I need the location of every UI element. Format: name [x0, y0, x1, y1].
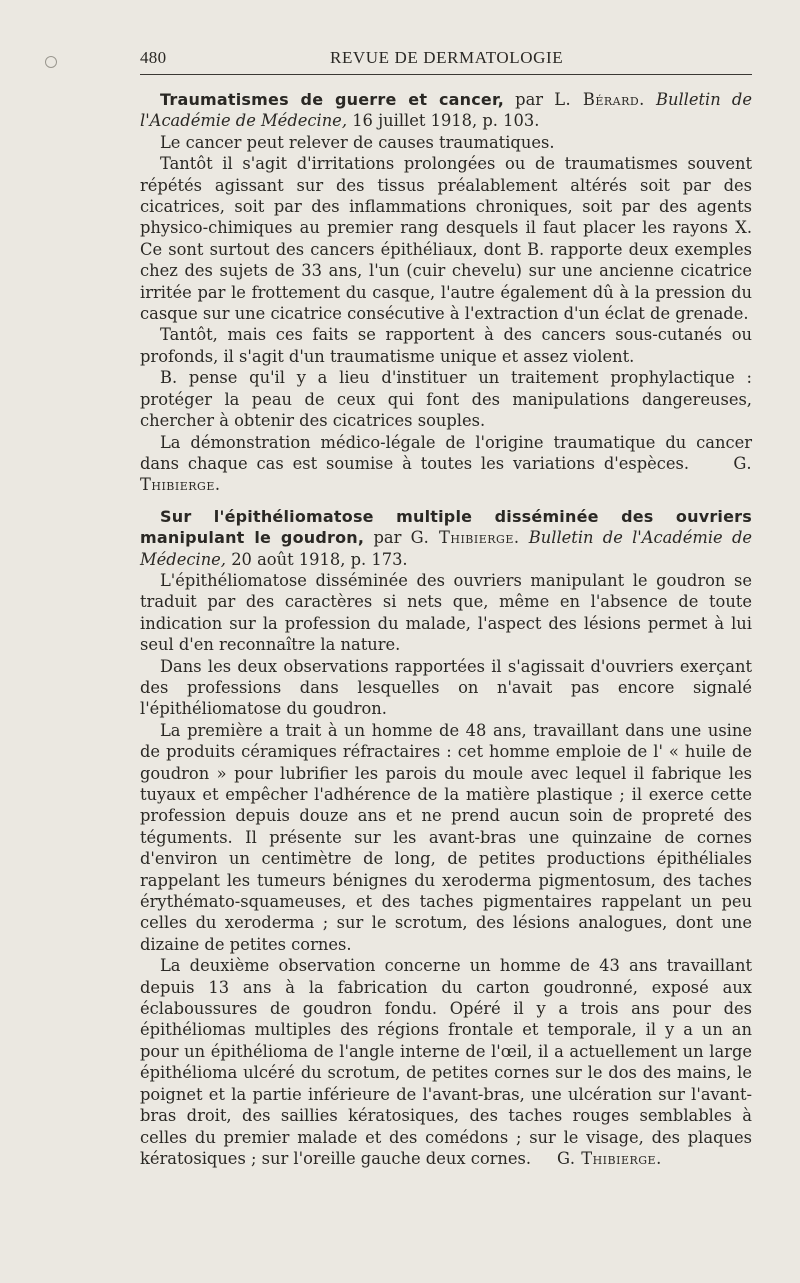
signature: G. Thibierge. — [556, 1148, 662, 1168]
paragraph: Tantôt il s'agit d'irritations prolongées ou de traumatismes souvent répétés agissant sur des tissus préalablement altérés soit par des cicatrices, soit par des inflammations chroniques, soit par des agents physico-chimiques au premier rang desquels il faut placer les rayons X. Ce sont surtout des cancers épithéliaux, dont B. rapporte deux exemples chez des sujets de 33 ans, l'un (cuir chevelu) sur une ancienne cicatrice irritée par le frottement du casque, l'autre également dû à la pression du casque sur une cicatrice consécutive à l'extraction d'un éclat de grenade. — [140, 154, 752, 324]
paragraph-with-signature — [140, 432, 752, 496]
article-title: Sur l'épithéliomatose multiple disséminée des ouvriers manipulant le goudron, — [140, 506, 752, 548]
paragraph-text: La démonstration médico-légale de l'origine traumatique du cancer dans chaque cas est soumise à toutes les variations d'espèces. — [140, 432, 752, 473]
article-by: par — [373, 528, 402, 548]
running-head — [140, 48, 752, 75]
page — [140, 48, 752, 1169]
article-journal: Bulletin de l'Académie de Médecine, — [140, 90, 752, 131]
journal-title: REVUE DE DERMATOLOGIE — [330, 48, 564, 67]
article-by: par — [515, 90, 544, 109]
paragraph-text: La deuxième observation concerne un homme de 43 ans travaillant depuis 13 ans à la fabrication du carton goudronné, exposé aux éclaboussures de goudron fondu. Opéré il y a trois ans pour des épithéliomas multiples des régions frontale et temporale, il y a un an pour un épithélioma de l'angle interne de l'œil, il a actuellement un large épithélioma ulcéré du scrotum, de petites cornes sur le dos des mains, le poignet et la partie inférieure de l'avant-bras, une ulcération sur l'avant-bras droit, des saillies kératosiques, des taches rouges semblables à celles du premier malade et des comédons ; sur le visage, des plaques kératosiques ; sur l'oreille gauche deux cornes. — [140, 956, 752, 1168]
page-number: 480 — [140, 48, 167, 67]
article-title: Traumatismes de guerre et cancer, — [160, 90, 504, 109]
article-citation: 20 août 1918, p. 173. — [231, 549, 408, 569]
article-epitheliomatose — [140, 506, 752, 1170]
article-author: G. Thibierge. — [410, 528, 520, 548]
article-citation: 16 juillet 1918, p. 103. — [352, 111, 540, 131]
article-journal: Bulletin de l'Académie de Médecine, — [140, 528, 753, 569]
article-heading — [140, 506, 752, 570]
signature: G. Thibierge. — [140, 453, 752, 495]
paragraph: Le cancer peut relever de causes traumatiques. — [160, 132, 555, 152]
article-heading — [140, 89, 752, 132]
paragraph-with-signature — [140, 955, 752, 1169]
paragraph: L'épithéliomatose disséminée des ouvriers manipulant le goudron se traduit par des caractères si nets que, même en l'absence de toute indication sur la profession du malade, l'aspect des lésions permet à lui seul d'en reconnaître la nature. — [140, 570, 752, 655]
article-author: L. Bérard. — [554, 90, 645, 109]
paragraph: Tantôt, mais ces faits se rapportent à des cancers sous-cutanés ou profonds, il s'agit d'un traumatisme unique et assez violent. — [140, 325, 752, 366]
paragraph: B. pense qu'il y a lieu d'instituer un traitement prophylactique : protéger la peau de ceux qui font des manipulations dangereuses, chercher à obtenir des cicatrices souples. — [140, 368, 752, 431]
article-traumatismes — [140, 89, 752, 496]
margin-ring-mark — [45, 56, 57, 68]
paragraph: Dans les deux observations rapportées il s'agissait d'ouvriers exerçant des professions dans lesquelles on n'avait pas encore signalé l'épithéliomatose du goudron. — [140, 656, 752, 719]
paragraph: La première a trait à un homme de 48 ans, travaillant dans une usine de produits céramiques réfractaires : cet homme emploie de l' « huile de goudron » pour lubrifier les parois du moule avec lequel il fabrique les tuyaux et empêcher l'adhérence de la matière plastique ; il exerce cette profession depuis douze ans et ne prend aucun soin de propreté des téguments. Il présente sur les avant-bras une quinzaine de cornes d'environ un centimètre de long, de petites productions épithéliales rappelant les tumeurs bénignes du xeroderma pigmentosum, des taches érythémato-squameuses, et des taches pigmentaires rappelant un peu celles du xeroderma ; sur le scrotum, des lésions analogues, dont une dizaine de petites cornes. — [140, 720, 752, 954]
